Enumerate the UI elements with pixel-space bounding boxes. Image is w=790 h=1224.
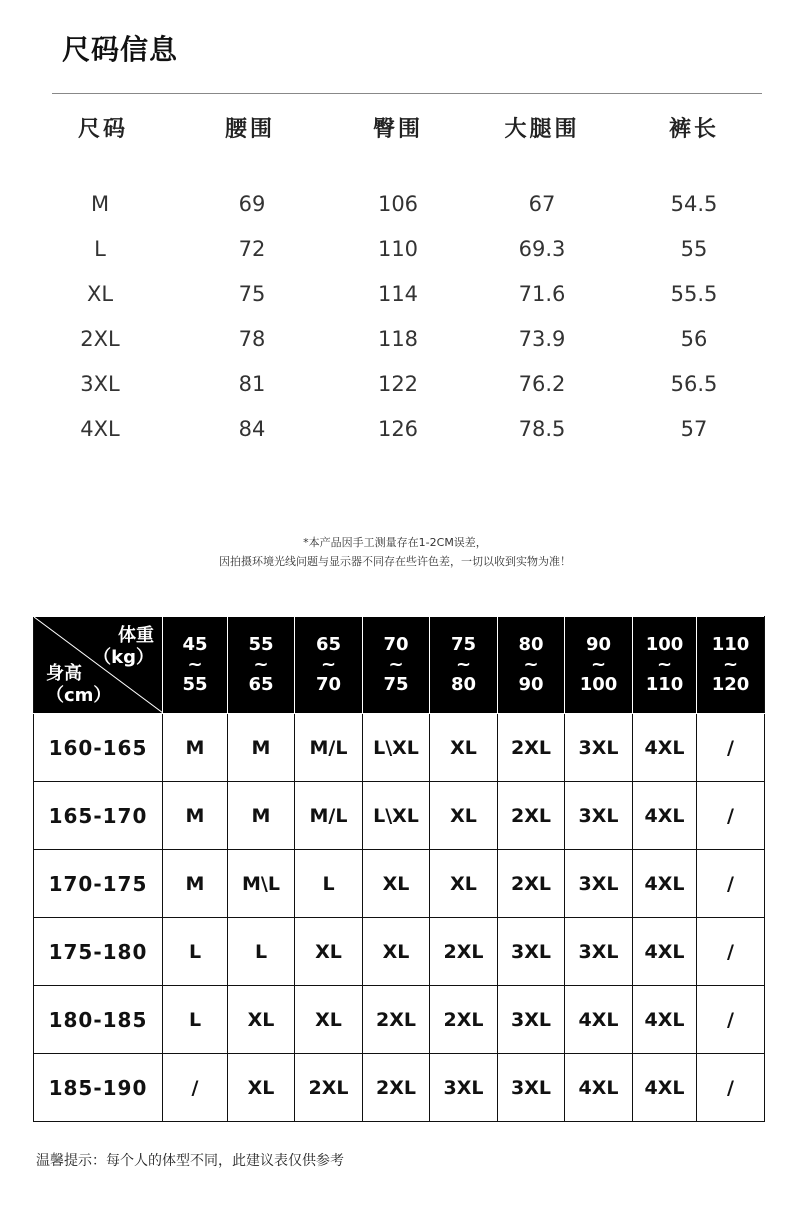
recommended-size-cell: 3XL xyxy=(565,714,633,782)
weight-range-header xyxy=(363,617,430,714)
size-header-waist: 腰围 xyxy=(224,117,276,142)
recommended-size-cell: 4XL xyxy=(633,986,697,1054)
weight-range-header xyxy=(228,617,295,714)
weight-range-part: 55 xyxy=(182,674,208,695)
recommended-size-cell: 3XL xyxy=(565,918,633,986)
weight-range-header xyxy=(565,617,633,714)
recommended-size-cell: XL xyxy=(363,850,430,918)
recommended-size-cell: M xyxy=(163,850,228,918)
size-label: 4XL xyxy=(80,417,120,441)
weight-range-part: 80 xyxy=(518,634,544,655)
size-value: 72 xyxy=(238,237,266,261)
table-row xyxy=(34,850,765,918)
weight-range-part: 65 xyxy=(248,674,274,695)
recommended-size-cell: 4XL xyxy=(633,1054,697,1122)
recommended-size-cell: 4XL xyxy=(633,714,697,782)
size-value: 56 xyxy=(680,327,708,351)
weight-unit: （kg） xyxy=(93,647,154,668)
size-header-hip: 臀围 xyxy=(372,117,424,142)
recommended-size-cell: / xyxy=(163,1054,228,1122)
recommended-size-cell: M\L xyxy=(228,850,295,918)
recommended-size-cell: XL xyxy=(228,986,295,1054)
table-row xyxy=(34,782,765,850)
recommended-size-cell: / xyxy=(697,918,765,986)
recommended-size-cell: M/L xyxy=(295,782,363,850)
recommended-size-cell: / xyxy=(697,782,765,850)
weight-range-part: 100 xyxy=(579,674,618,695)
weight-range-header xyxy=(697,617,765,714)
table-row xyxy=(34,918,765,986)
height-label: 身高 xyxy=(46,663,82,684)
recommended-size-cell: 2XL xyxy=(498,714,565,782)
recommended-size-cell: XL xyxy=(430,850,498,918)
recommended-size-cell: M xyxy=(163,782,228,850)
size-header-length: 裤长 xyxy=(668,117,720,142)
recommended-size-cell: 3XL xyxy=(498,986,565,1054)
corner-height-label xyxy=(46,663,111,707)
weight-range-part: ~ xyxy=(320,654,337,675)
fit-recommendation-table xyxy=(33,616,765,1122)
recommended-size-cell: 4XL xyxy=(633,782,697,850)
recommended-size-cell: 2XL xyxy=(430,986,498,1054)
recommended-size-cell: M xyxy=(228,782,295,850)
weight-range-part: ~ xyxy=(722,654,739,675)
recommended-size-cell: XL xyxy=(295,986,363,1054)
size-value: 73.9 xyxy=(518,327,566,351)
size-value: 69 xyxy=(238,192,266,216)
recommended-size-cell: 2XL xyxy=(363,1054,430,1122)
size-value: 126 xyxy=(377,417,419,441)
size-label: L xyxy=(94,237,106,261)
size-value: 71.6 xyxy=(518,282,566,306)
size-header-size: 尺码 xyxy=(77,117,129,142)
size-value: 81 xyxy=(238,372,266,396)
weight-range-part: ~ xyxy=(388,654,404,675)
title-divider xyxy=(52,93,762,94)
size-header-thigh: 大腿围 xyxy=(504,117,580,142)
size-value: 55 xyxy=(680,237,708,261)
recommended-size-cell: XL xyxy=(228,1054,295,1122)
recommended-size-cell: 2XL xyxy=(498,850,565,918)
recommended-size-cell: 3XL xyxy=(565,782,633,850)
size-label: M xyxy=(90,192,110,216)
recommended-size-cell: XL xyxy=(430,714,498,782)
table-row xyxy=(34,714,765,782)
weight-range-part: 120 xyxy=(711,674,750,695)
recommended-size-cell: 4XL xyxy=(633,850,697,918)
recommended-size-cell: M/L xyxy=(295,714,363,782)
recommended-size-cell: / xyxy=(697,714,765,782)
weight-range-part: 100 xyxy=(645,634,684,655)
weight-range-part: 75 xyxy=(450,634,477,655)
recommended-size-cell: / xyxy=(697,850,765,918)
weight-range-part: ~ xyxy=(455,654,472,675)
recommended-size-cell: 4XL xyxy=(565,1054,633,1122)
weight-range-part: 75 xyxy=(383,674,409,695)
weight-range-part: 65 xyxy=(315,634,342,655)
recommended-size-cell: 2XL xyxy=(295,1054,363,1122)
table-row xyxy=(34,1054,765,1122)
weight-range-header xyxy=(430,617,498,714)
recommended-size-cell: 4XL xyxy=(633,918,697,986)
weight-range-part: ~ xyxy=(253,654,269,675)
recommended-size-cell: L\XL xyxy=(363,714,430,782)
recommended-size-cell: 3XL xyxy=(565,850,633,918)
recommended-size-cell: 3XL xyxy=(430,1054,498,1122)
size-value: 78.5 xyxy=(518,417,566,441)
weight-range-part: 110 xyxy=(711,634,750,655)
weight-range-part: 80 xyxy=(450,674,477,695)
size-value: 110 xyxy=(377,237,419,261)
note-line-1: *本产品因手工测量存在1-2CM误差， xyxy=(303,536,487,549)
height-range-cell: 185-190 xyxy=(34,1054,163,1122)
recommended-size-cell: L xyxy=(295,850,363,918)
size-value: 56.5 xyxy=(670,372,718,396)
size-label: XL xyxy=(86,282,114,306)
recommended-size-cell: XL xyxy=(363,918,430,986)
page-title: 尺码信息 xyxy=(62,33,179,66)
weight-range-part: 70 xyxy=(383,634,409,655)
recommended-size-cell: L xyxy=(163,986,228,1054)
size-value: 67 xyxy=(528,192,556,216)
weight-label: 体重 xyxy=(118,625,154,646)
recommended-size-cell: L xyxy=(228,918,295,986)
weight-range-part: 90 xyxy=(518,674,544,695)
recommended-size-cell: 3XL xyxy=(498,1054,565,1122)
weight-range-header xyxy=(498,617,565,714)
note-line-2: 因拍摄环境光线问题与显示器不同存在些许色差，一切以收到实物为准！ xyxy=(219,555,571,568)
recommended-size-cell: 4XL xyxy=(565,986,633,1054)
table-row xyxy=(34,986,765,1054)
size-value: 78 xyxy=(238,327,266,351)
recommended-size-cell: 2XL xyxy=(363,986,430,1054)
size-value: 114 xyxy=(377,282,419,306)
size-value: 69.3 xyxy=(518,237,566,261)
recommended-size-cell: 2XL xyxy=(498,782,565,850)
recommended-size-cell: 2XL xyxy=(430,918,498,986)
recommended-size-cell: L\XL xyxy=(363,782,430,850)
size-value: 122 xyxy=(377,372,419,396)
weight-range-part: 90 xyxy=(585,634,612,655)
size-label: 3XL xyxy=(80,372,120,396)
weight-range-part: ~ xyxy=(590,654,607,675)
weight-range-part: 70 xyxy=(315,674,342,695)
recommended-size-cell: 3XL xyxy=(498,918,565,986)
weight-range-part: 110 xyxy=(645,674,684,695)
size-label: 2XL xyxy=(80,327,120,351)
recommended-size-cell: XL xyxy=(430,782,498,850)
weight-range-part: ~ xyxy=(523,654,539,675)
recommended-size-cell: XL xyxy=(295,918,363,986)
height-range-cell: 160-165 xyxy=(34,714,163,782)
height-range-cell: 165-170 xyxy=(34,782,163,850)
recommended-size-cell: M xyxy=(163,714,228,782)
weight-range-part: 45 xyxy=(182,634,208,655)
size-value: 84 xyxy=(238,417,266,441)
size-value: 55.5 xyxy=(670,282,718,306)
recommended-size-cell: / xyxy=(697,1054,765,1122)
size-value: 106 xyxy=(377,192,419,216)
weight-range-header xyxy=(633,617,697,714)
height-range-cell: 180-185 xyxy=(34,986,163,1054)
size-value: 57 xyxy=(680,417,708,441)
size-value: 118 xyxy=(377,327,419,351)
size-value: 75 xyxy=(238,282,266,306)
size-value: 76.2 xyxy=(518,372,566,396)
weight-range-header xyxy=(163,617,228,714)
corner-header xyxy=(34,617,163,714)
recommended-size-cell: M xyxy=(228,714,295,782)
size-value: 54.5 xyxy=(670,192,718,216)
weight-range-header xyxy=(295,617,363,714)
recommended-size-cell: / xyxy=(697,986,765,1054)
height-unit: （cm） xyxy=(46,685,112,706)
weight-range-part: ~ xyxy=(187,654,203,675)
weight-range-part: 55 xyxy=(248,634,274,655)
height-range-cell: 170-175 xyxy=(34,850,163,918)
weight-range-part: ~ xyxy=(656,654,673,675)
height-range-cell: 175-180 xyxy=(34,918,163,986)
tip-text: 温馨提示：每个人的体型不同，此建议表仅供参考 xyxy=(36,1153,344,1169)
recommended-size-cell: L xyxy=(163,918,228,986)
